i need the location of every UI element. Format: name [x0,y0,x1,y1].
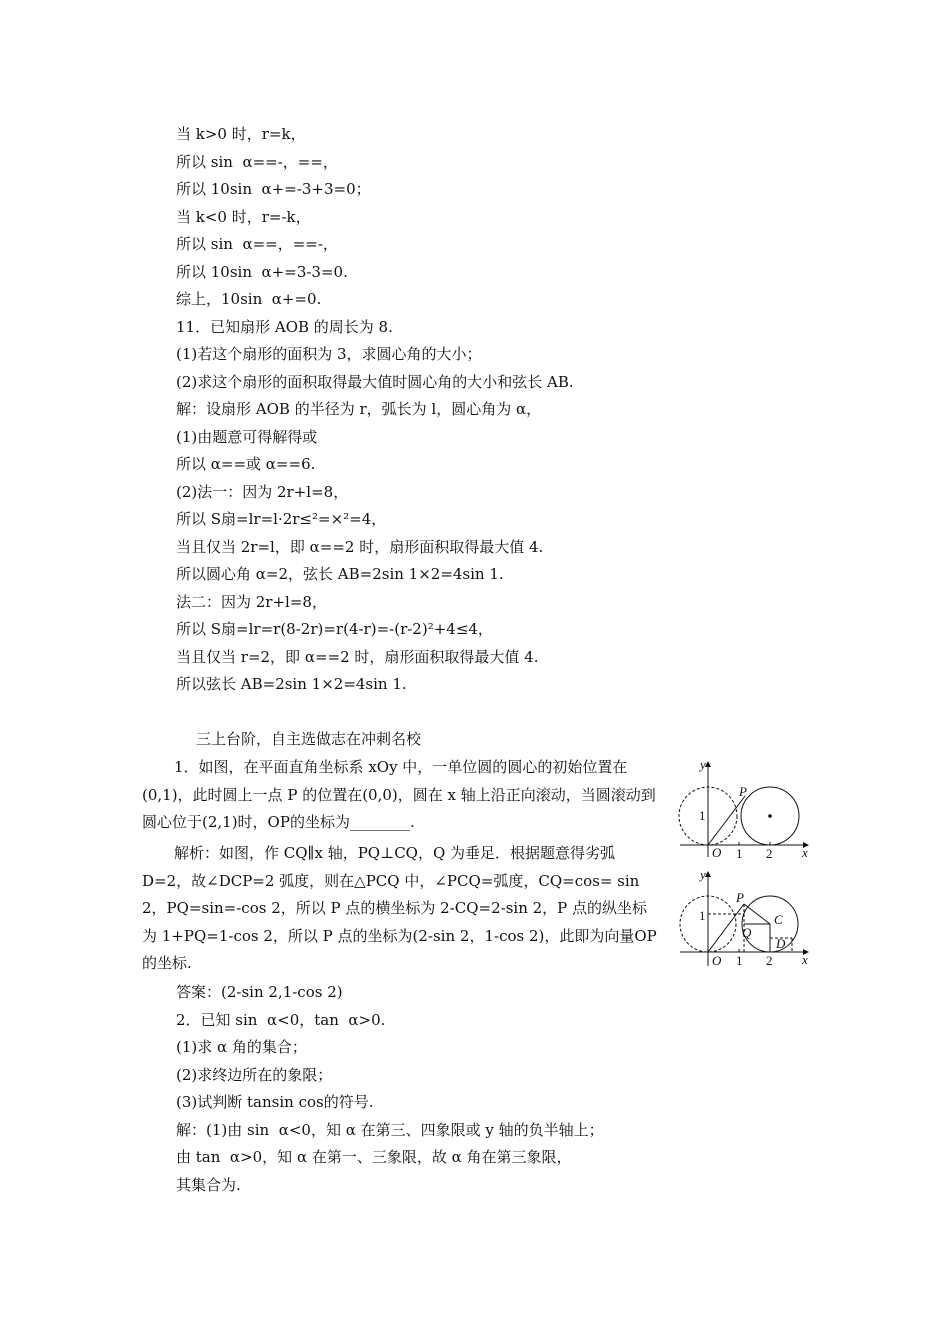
text-line: (2)求终边所在的象限； [176,1066,333,1084]
label-x: x [802,952,808,967]
figure-rolling-circle-1 [672,756,814,860]
text-line: 所以 S扇=lr=r(8-2r)=r(4-r)=-(r-2)²+4≤4， [176,620,493,638]
label-p: P [739,784,747,799]
problem-2-title: 2．已知 sin α<0，tan α>0. [176,1011,386,1029]
text-line: 由 tan α>0，知 α 在第一、三象限，故 α 角在第三象限， [176,1148,572,1166]
section-title: 三上台阶，自主选做志在冲刺名校 [196,730,422,748]
label-q: Q [742,925,752,940]
figure-rolling-circle-2 [672,866,814,970]
text-line: 当且仅当 2r=l，即 α==2 时，扇形面积取得最大值 4. [176,538,544,556]
problem-11-title: 11．已知扇形 AOB 的周长为 8. [176,318,393,336]
label-one: 1 [699,808,706,823]
text-line: 所以 sin α==，==-， [176,235,338,253]
label-y: y [700,867,706,882]
segment-op [708,796,745,845]
text-line: 所以 S扇=lr=l·2r≤²=×²=4， [176,510,387,528]
text-line: 解：(1)由 sin α<0，知 α 在第三、四象限或 y 轴的负半轴上； [176,1121,604,1139]
text-line: 所以 10sin α+=-3+3=0； [176,180,371,198]
text-line: 其集合为. [176,1176,241,1194]
text-line: (3)试判断 tansin cos的符号. [176,1093,374,1111]
text-line: (1)若这个扇形的面积为 3，求圆心角的大小； [176,345,482,363]
text-line: 法二：因为 2r+l=8， [176,593,327,611]
tick-2: 2 [766,953,773,968]
text-line: 所以 10sin α+=3-3=0. [176,263,348,281]
label-one: 1 [699,908,706,923]
label-d: D [776,936,786,951]
problem-1-answer: 答案：(2-sin 2,1-cos 2) [176,983,343,1001]
text-line: 所以圆心角 α=2，弦长 AB=2sin 1×2=4sin 1. [176,565,504,583]
center-point [768,814,772,818]
text-line: 当 k<0 时，r=-k， [176,208,311,226]
text-line: 综上，10sin α+=0. [176,290,322,308]
text-line: (1)由题意可得解得或 [176,428,318,446]
tick-1: 1 [736,846,743,860]
text-line: (1)求 α 角的集合； [176,1038,307,1056]
label-o: O [712,953,722,968]
text-line: 所以 α==或 α==6. [176,455,316,473]
segment-pc [744,904,770,924]
text-line: 所以弦长 AB=2sin 1×2=4sin 1. [176,675,407,693]
label-y: y [700,757,706,772]
segment-op [708,904,744,952]
tick-1: 1 [736,953,743,968]
problem-1-stem: 1．如图，在平面直角坐标系 xOy 中，一单位圆的圆心的初始位置在(0,1)，此时圆上一点 P 的位置在(0,0)，圆在 x 轴上沿正向滚动，当圆滚动到圆心位于(2,1)时，OP的坐标为________. [142,758,656,831]
label-x: x [802,845,808,860]
text-line: 当 k>0 时，r=k， [176,125,306,143]
label-p: P [736,890,744,905]
text-line: (2)法一：因为 2r+l=8， [176,483,349,501]
text-line: 解：设扇形 AOB 的半径为 r，弧长为 l，圆心角为 α， [176,400,542,418]
text-line: (2)求这个扇形的面积取得最大值时圆心角的大小和弦长 AB. [176,373,574,391]
label-o: O [712,845,722,860]
problem-1-solution: 解析：如图，作 CQ∥x 轴，PQ⊥CQ，Q 为垂足．根据题意得劣弧 D=2，故∠DCP=2 弧度，则在△PCQ 中，∠PCQ=弧度，CQ=cos= sin 2，PQ=sin=-cos 2，所以 P 点的横坐标为 2-CQ=2-sin 2，P 点的纵坐标为 1+PQ=1-cos 2，所以 P 点的坐标为(2-sin 2，1-cos 2)，此即为向量OP的坐标. [142,844,657,972]
tick-2: 2 [766,846,773,860]
text-line: 当且仅当 r=2，即 α==2 时，扇形面积取得最大值 4. [176,648,539,666]
label-c: C [774,912,783,927]
text-line: 所以 sin α==-，==， [176,153,338,171]
